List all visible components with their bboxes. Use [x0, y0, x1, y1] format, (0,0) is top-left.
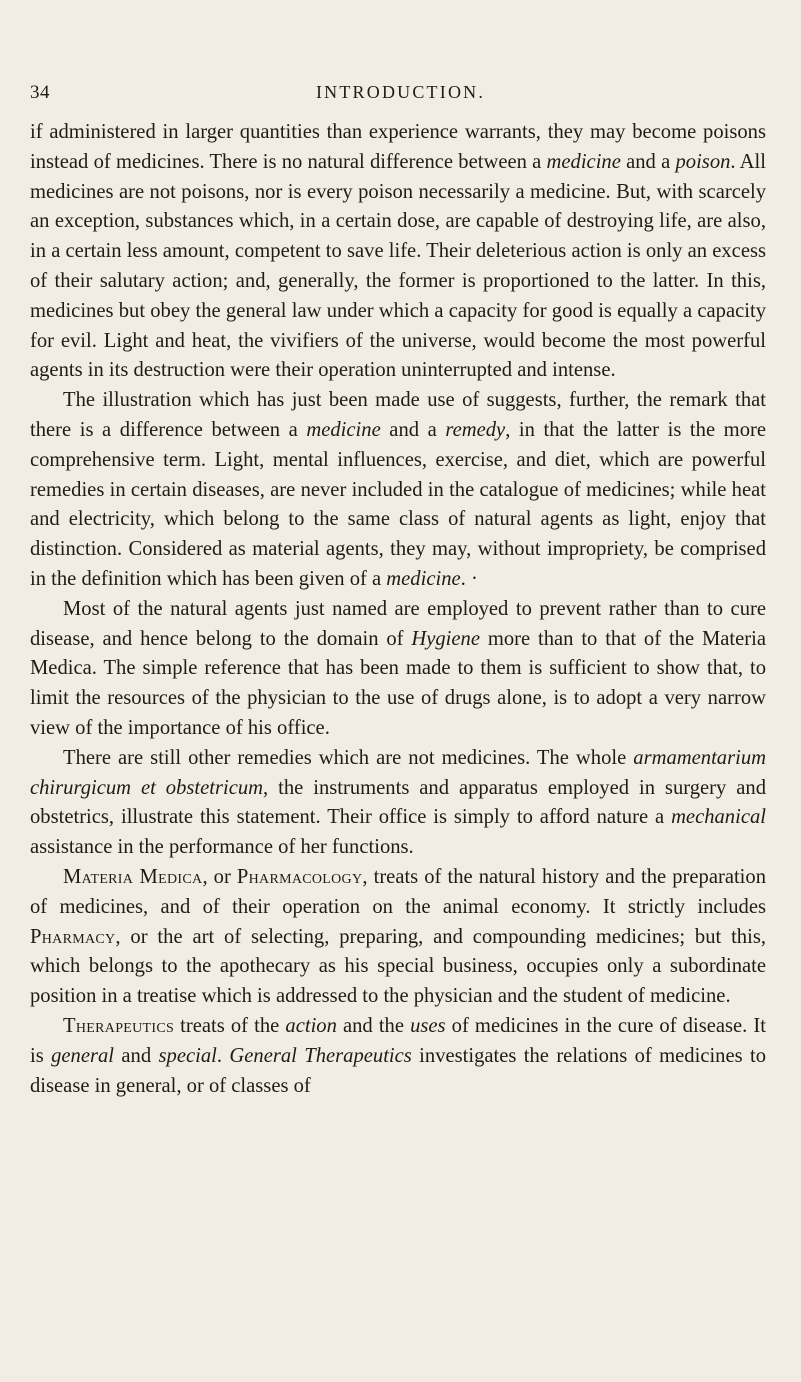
italic-term: General Therapeutics: [229, 1044, 412, 1067]
italic-term: mechanical: [671, 806, 766, 829]
text-run: if administered in larger quantities than experience warrants, they may become poisons instead of medicines. There is no natural difference between a: [30, 121, 766, 173]
text-run: of medicines in the cure of disease. It is: [30, 1014, 766, 1067]
body-text: [30, 118, 766, 1101]
italic-term: action: [285, 1014, 337, 1037]
italic-term: special: [158, 1044, 217, 1067]
small-caps-term: Materia Medica: [63, 865, 203, 888]
italic-term: general: [51, 1044, 115, 1067]
text-run: . All medicines are not poisons, nor is every poison necessarily a medicine. But, with scarcely an exception, substances which, in a certain dose, are capable of destroying life, are also, in a certain less amount, competent to save life. Their deleterious action is only an excess of their salutary action; and, generally, the former is proportioned to the latter. In this, medicines but obey the general law under which a capacity for good is equally a capacity for evil. Light and heat, the vivifiers of the universe, would become the most powerful agents in its destruction were their operation uninterrupted and intense.: [30, 150, 766, 382]
paragraph-5: [30, 863, 766, 1012]
text-run: investigates the relations of medicines to disease in general, or of classes of: [30, 1044, 767, 1097]
text-run: Most of the natural agents just named are employed to prevent rather than to cure disease, and hence belong to the domain of: [30, 597, 766, 650]
text-run: and a: [620, 150, 676, 173]
page-number: 34: [30, 82, 50, 103]
text-run: and a: [380, 418, 446, 441]
text-run: , the instruments and apparatus employed in surgery and obstetrics, illustrate this statement. Their office is simply to afford nature a: [30, 776, 766, 829]
paragraph-6: [30, 1012, 766, 1101]
small-caps-term: Pharmacology: [236, 865, 363, 888]
italic-term: medicine: [386, 567, 461, 590]
italic-term: medicine: [306, 418, 381, 441]
text-run: , treats of the natural history and the preparation of medicines, and of their operation on the animal economy. It strictly includes: [30, 865, 766, 918]
text-run: , or: [202, 865, 237, 888]
text-run: and: [114, 1044, 159, 1067]
paragraph-4: [30, 744, 766, 863]
italic-term: medicine: [546, 150, 621, 173]
text-run: , in that the latter is the more comprehensive term. Light, mental influences, exercise, and diet, which are powerful remedies in certain diseases, are never included in the catalogue of medicines; while heat and electricity, which belong to the same class of natural agents as light, enjoy that distinction. Considered as material agents, they may, without impropriety, be comprised in the definition which has been given of a: [30, 418, 766, 590]
text-run: . ·: [460, 567, 478, 590]
running-head: [30, 82, 771, 108]
text-run: assistance in the performance of her functions.: [30, 836, 414, 859]
text-run: more than to that of the Materia Medica. The simple reference that has been made to them is sufficient to show that, to limit the resources of the physician to the use of drugs alone, is to adopt a very narrow view of the importance of his office.: [30, 627, 766, 739]
text-run: There are still other remedies which are not medicines. The whole: [63, 746, 634, 769]
text-run: , or the art of selecting, preparing, and compounding medicines; but this, which belongs to the apothecary as his special business, occupies only a subordinate position in a treatise which is addressed to the physician and the student of medicine.: [30, 925, 766, 1008]
italic-term: armamentarium chirurgicum et obstetricum: [30, 746, 766, 799]
small-caps-term: Therapeutics: [63, 1014, 175, 1037]
text-run: treats of the: [174, 1014, 286, 1037]
text-run: .: [216, 1044, 230, 1067]
italic-term: Hygiene: [411, 627, 480, 650]
small-caps-term: Pharmacy: [30, 925, 116, 948]
italic-term: uses: [410, 1014, 446, 1037]
text-run: and the: [336, 1014, 411, 1037]
paragraph-2: [30, 386, 766, 595]
italic-term: remedy: [445, 418, 506, 441]
paragraph-1: [30, 118, 766, 386]
paragraph-3: [30, 595, 766, 744]
text-run: The illustration which has just been made use of suggests, further, the remark that there is a difference between a: [30, 389, 766, 441]
running-title: INTRODUCTION.: [315, 82, 486, 102]
italic-term: poison: [675, 150, 731, 173]
